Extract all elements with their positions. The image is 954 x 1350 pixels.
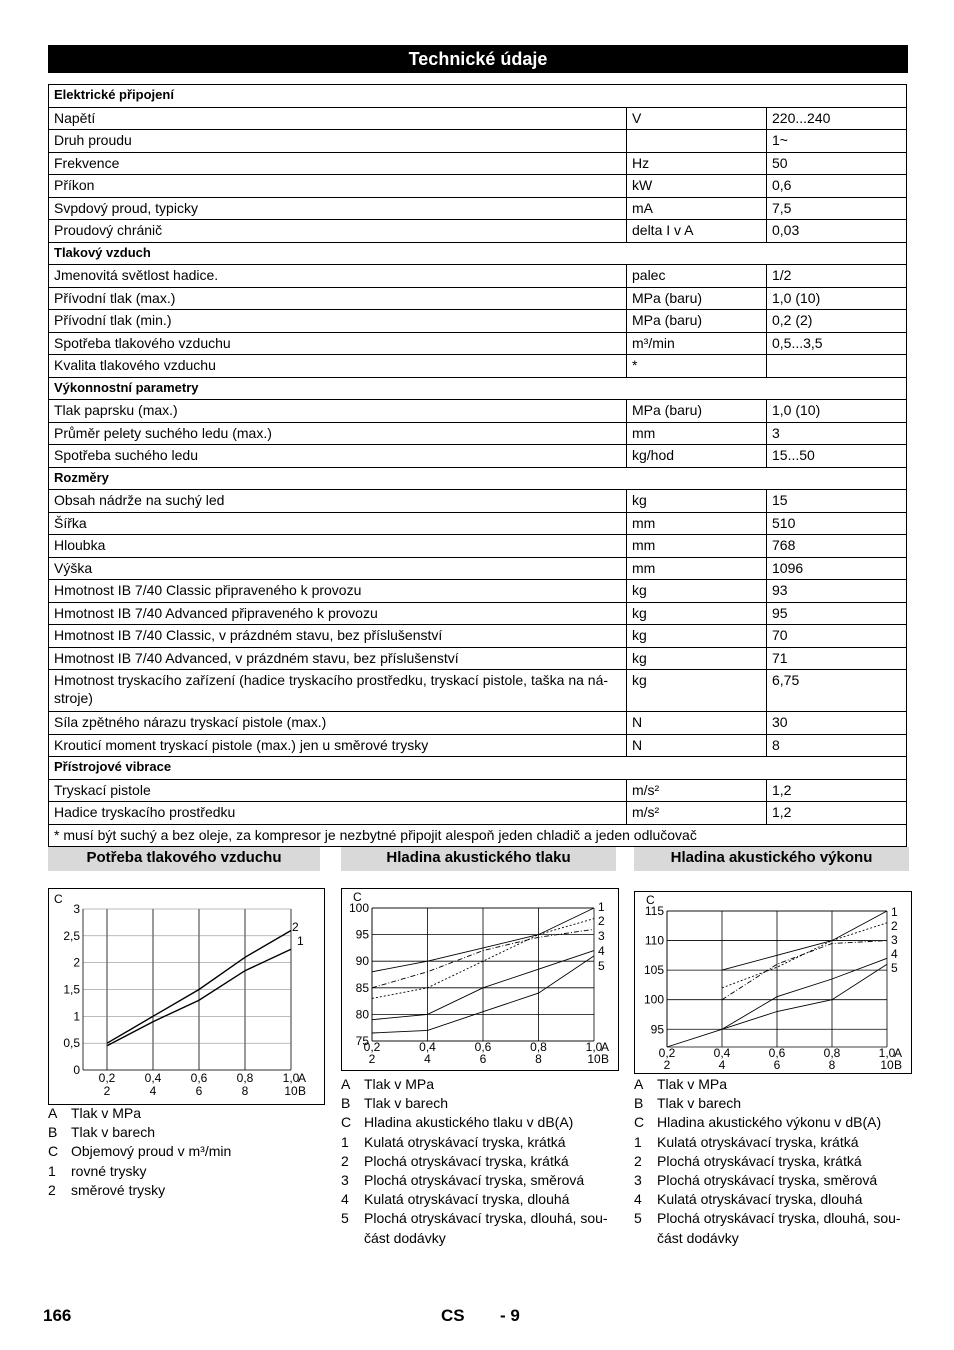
spec-value: 1,0 (10) bbox=[767, 287, 907, 310]
legend-text: Plochá otryskávací tryska, krátká bbox=[657, 1152, 862, 1169]
spec-label: Výška bbox=[49, 557, 627, 580]
spec-row bbox=[49, 712, 907, 735]
spec-value: 1,2 bbox=[767, 779, 907, 802]
legend-text: směrové trysky bbox=[71, 1181, 166, 1198]
spec-unit: kg bbox=[627, 625, 767, 648]
legend-key: A bbox=[48, 1105, 58, 1121]
spec-label: Spotřeba suchého ledu bbox=[49, 445, 627, 468]
spec-row bbox=[49, 287, 907, 310]
spec-row bbox=[49, 490, 907, 513]
legend-text: Tlak v MPa bbox=[71, 1105, 142, 1121]
x-tick-label: 0,6 bbox=[190, 1071, 208, 1085]
spec-value: 15...50 bbox=[767, 445, 907, 468]
spec-value: 6,75 bbox=[767, 670, 907, 712]
spec-value: 3 bbox=[767, 422, 907, 445]
legend-item bbox=[341, 1152, 621, 1171]
x-tick-label: 0,8 bbox=[823, 1046, 841, 1060]
spec-row bbox=[49, 197, 907, 220]
series-label: 2 bbox=[598, 914, 605, 928]
legend-text: Plochá otryskávací tryska, krátká bbox=[364, 1152, 569, 1169]
y-tick-label: 90 bbox=[355, 954, 369, 969]
x-tick-label: 0,8 bbox=[236, 1071, 254, 1085]
spec-row bbox=[49, 355, 907, 378]
x-tick-label: 6 bbox=[773, 1058, 781, 1072]
axis-letter-c: C bbox=[646, 893, 655, 907]
legend-item bbox=[48, 1162, 323, 1181]
spec-section-row bbox=[49, 377, 907, 400]
series-label: 1 bbox=[297, 934, 304, 948]
y-tick-label: 2,5 bbox=[63, 928, 80, 943]
y-tick-label: 95 bbox=[355, 927, 369, 942]
spec-value bbox=[767, 355, 907, 378]
page-title: Technické údaje bbox=[48, 45, 908, 73]
spec-unit: N bbox=[627, 734, 767, 757]
x-tick-label: 10 bbox=[587, 1052, 601, 1066]
spec-value: 0,5...3,5 bbox=[767, 332, 907, 355]
spec-value: 768 bbox=[767, 535, 907, 558]
spec-value: 1096 bbox=[767, 557, 907, 580]
spec-row bbox=[49, 130, 907, 153]
legend-key: 5 bbox=[341, 1210, 349, 1227]
spec-unit: MPa (baru) bbox=[627, 310, 767, 333]
x-tick-label: 10 bbox=[284, 1084, 298, 1098]
axis-letter-b: B bbox=[894, 1058, 903, 1072]
legend-item bbox=[48, 1123, 323, 1142]
x-tick-label: 0,4 bbox=[713, 1046, 731, 1060]
x-tick-label: 0,2 bbox=[658, 1046, 676, 1060]
legend-item bbox=[634, 1171, 914, 1190]
legend-key: 1 bbox=[634, 1133, 642, 1150]
legend-key: 1 bbox=[341, 1133, 349, 1150]
spec-label: Přívodní tlak (max.) bbox=[49, 287, 627, 310]
legend-item bbox=[634, 1094, 914, 1113]
axis-letter-c: C bbox=[353, 890, 362, 904]
spec-row bbox=[49, 220, 907, 243]
legend-item bbox=[341, 1075, 621, 1094]
legend-key: 2 bbox=[341, 1152, 349, 1169]
legend-item bbox=[634, 1113, 914, 1132]
legend-item bbox=[341, 1171, 621, 1190]
legend-item bbox=[634, 1075, 914, 1094]
spec-row bbox=[49, 175, 907, 198]
axis-letter-a: A bbox=[894, 1046, 903, 1060]
spec-row bbox=[49, 512, 907, 535]
spec-label: Jmenovitá světlost hadice. bbox=[49, 265, 627, 288]
spec-label: Hmotnost IB 7/40 Advanced, v prázdném stavu, bez příslušenství bbox=[49, 647, 627, 670]
spec-label: Síla zpětného nárazu tryskací pistole (max.) bbox=[49, 712, 627, 735]
section-heading: Výkonnostní parametry bbox=[49, 377, 907, 400]
legend-text: Plochá otryskávací tryska, dlouhá, sou-část dodávky bbox=[364, 1210, 608, 1246]
x-tick-label: 1,0 bbox=[878, 1046, 896, 1060]
page-number: 166 bbox=[43, 1306, 72, 1325]
spec-unit: delta I v A bbox=[627, 220, 767, 243]
sound-pressure-legend bbox=[341, 1075, 621, 1248]
spec-unit: kW bbox=[627, 175, 767, 198]
x-tick-label: 8 bbox=[241, 1084, 249, 1098]
spec-row bbox=[49, 400, 907, 423]
spec-value: 8 bbox=[767, 734, 907, 757]
spec-value: 95 bbox=[767, 602, 907, 625]
sound-power-chart-svg bbox=[635, 892, 911, 1073]
x-tick-label: 10 bbox=[880, 1058, 894, 1072]
x-tick-label: 0,4 bbox=[419, 1040, 436, 1054]
legend-key: B bbox=[48, 1124, 58, 1141]
spec-row bbox=[49, 107, 907, 130]
spec-unit: V bbox=[627, 107, 767, 130]
section-heading: Elektrické připojení bbox=[49, 85, 907, 108]
spec-section-row bbox=[49, 85, 907, 108]
spec-label: Kvalita tlakového vzduchu bbox=[49, 355, 627, 378]
spec-label: Napětí bbox=[49, 107, 627, 130]
spec-label: Hmotnost IB 7/40 Advanced připraveného k provozu bbox=[49, 602, 627, 625]
legend-item bbox=[48, 1181, 323, 1200]
legend-key: 4 bbox=[634, 1191, 642, 1208]
spec-value: 71 bbox=[767, 647, 907, 670]
series-label: 5 bbox=[598, 959, 605, 973]
spec-label: Spotřeba tlakového vzduchu bbox=[49, 332, 627, 355]
x-tick-label: 6 bbox=[195, 1084, 203, 1098]
y-tick-label: 1,5 bbox=[63, 982, 80, 997]
spec-value: 93 bbox=[767, 580, 907, 603]
air-consumption-chart-svg bbox=[49, 889, 324, 1104]
legend-text: Plochá otryskávací tryska, směrová bbox=[364, 1172, 585, 1189]
x-tick-label: 8 bbox=[535, 1052, 542, 1066]
air-consumption-chart bbox=[48, 888, 325, 1105]
spec-label: Hadice tryskacího prostředku bbox=[49, 802, 627, 825]
x-tick-label: 0,4 bbox=[144, 1071, 162, 1085]
spec-row bbox=[49, 734, 907, 757]
sound-pressure-chart bbox=[341, 888, 619, 1071]
spec-unit: N bbox=[627, 712, 767, 735]
legend-key: 3 bbox=[341, 1172, 349, 1189]
spec-value: 1,2 bbox=[767, 802, 907, 825]
series-label: 1 bbox=[891, 905, 898, 919]
spec-label: Hmotnost IB 7/40 Classic připraveného k provozu bbox=[49, 580, 627, 603]
spec-label: Příkon bbox=[49, 175, 627, 198]
legend-item bbox=[634, 1209, 914, 1247]
axis-letter-a: A bbox=[298, 1071, 307, 1085]
spec-unit: kg/hod bbox=[627, 445, 767, 468]
legend-key: C bbox=[48, 1143, 59, 1160]
spec-row bbox=[49, 557, 907, 580]
spec-row bbox=[49, 445, 907, 468]
spec-label: Šířka bbox=[49, 512, 627, 535]
section-page-number: - 9 bbox=[500, 1306, 520, 1325]
axis-letter-c: C bbox=[54, 892, 63, 906]
y-tick-label: 105 bbox=[643, 963, 664, 978]
x-tick-label: 2 bbox=[663, 1058, 671, 1072]
series-label: 2 bbox=[891, 919, 898, 933]
legend-text: Kulatá otryskávací tryska, dlouhá bbox=[657, 1191, 863, 1208]
spec-unit: mm bbox=[627, 535, 767, 558]
spec-section-row bbox=[49, 242, 907, 265]
sound-pressure-chart-svg bbox=[342, 889, 618, 1070]
legend-text: Kulatá otryskávací tryska, krátká bbox=[364, 1133, 566, 1150]
y-tick-label: 2 bbox=[73, 955, 80, 970]
legend-text: Tlak v barech bbox=[71, 1124, 156, 1141]
x-tick-label: 8 bbox=[828, 1058, 836, 1072]
x-tick-label: 1,0 bbox=[585, 1040, 603, 1054]
y-tick-label: 100 bbox=[348, 901, 369, 915]
y-tick-label: 115 bbox=[644, 904, 664, 918]
series-line-2 bbox=[722, 923, 887, 988]
spec-unit: kg bbox=[627, 602, 767, 625]
section-heading: Přístrojové vibrace bbox=[49, 757, 907, 780]
axis-letter-a: A bbox=[601, 1040, 610, 1054]
legend-text: Plochá otryskávací tryska, dlouhá, sou-část dodávky bbox=[657, 1210, 901, 1246]
spec-row bbox=[49, 310, 907, 333]
spec-value: 30 bbox=[767, 712, 907, 735]
sound-power-chart bbox=[634, 891, 912, 1074]
legend-item bbox=[341, 1133, 621, 1152]
legend-key: C bbox=[634, 1114, 645, 1131]
spec-footnote-row bbox=[49, 824, 907, 847]
spec-label: Proudový chránič bbox=[49, 220, 627, 243]
legend-key: 2 bbox=[634, 1152, 642, 1169]
spec-section-row bbox=[49, 467, 907, 490]
legend-text: Tlak v MPa bbox=[657, 1076, 728, 1092]
series-label: 2 bbox=[292, 920, 299, 934]
spec-row bbox=[49, 602, 907, 625]
x-tick-label: 0,2 bbox=[98, 1071, 116, 1085]
x-tick-label: 0,6 bbox=[474, 1040, 492, 1054]
legend-item bbox=[634, 1152, 914, 1171]
spec-unit: mm bbox=[627, 422, 767, 445]
legend-item bbox=[634, 1133, 914, 1152]
legend-text: Tlak v barech bbox=[364, 1095, 449, 1112]
spec-label: Hmotnost tryskacího zařízení (hadice tryskacího prostředku, tryskací pistole, taška na ná-stroje) bbox=[49, 670, 627, 712]
spec-unit: mA bbox=[627, 197, 767, 220]
y-tick-label: 100 bbox=[643, 992, 664, 1007]
spec-label: Frekvence bbox=[49, 152, 627, 175]
series-label: 4 bbox=[598, 944, 605, 958]
spec-unit: MPa (baru) bbox=[627, 287, 767, 310]
spec-row bbox=[49, 779, 907, 802]
spec-value: 0,03 bbox=[767, 220, 907, 243]
legend-text: Plochá otryskávací tryska, směrová bbox=[657, 1172, 878, 1189]
legend-item bbox=[48, 1142, 323, 1161]
legend-key: A bbox=[341, 1076, 351, 1092]
y-tick-label: 75 bbox=[355, 1034, 369, 1048]
series-label: 3 bbox=[891, 933, 898, 947]
sound-pressure-heading: Hladina akustického tlaku bbox=[341, 847, 616, 871]
spec-label: Tlak paprsku (max.) bbox=[49, 400, 627, 423]
spec-value: 1,0 (10) bbox=[767, 400, 907, 423]
spec-row bbox=[49, 625, 907, 648]
y-tick-label: 1 bbox=[73, 1009, 80, 1024]
y-tick-label: 3 bbox=[73, 902, 80, 916]
spec-label: Hmotnost IB 7/40 Classic, v prázdném stavu, bez příslušenství bbox=[49, 625, 627, 648]
spec-row bbox=[49, 535, 907, 558]
spec-row bbox=[49, 670, 907, 712]
spec-value: 220...240 bbox=[767, 107, 907, 130]
legend-text: Kulatá otryskávací tryska, krátká bbox=[657, 1133, 859, 1150]
sound-power-heading: Hladina akustického výkonu bbox=[634, 847, 909, 871]
legend-key: B bbox=[634, 1095, 644, 1112]
spec-label: Svpdový proud, typicky bbox=[49, 197, 627, 220]
legend-item bbox=[341, 1113, 621, 1132]
series-label: 3 bbox=[598, 929, 605, 943]
spec-value: 70 bbox=[767, 625, 907, 648]
spec-unit: Hz bbox=[627, 152, 767, 175]
x-tick-label: 6 bbox=[479, 1052, 487, 1066]
legend-text: Hladina akustického tlaku v dB(A) bbox=[364, 1114, 574, 1131]
x-tick-label: 0,2 bbox=[363, 1040, 381, 1054]
series-line-4 bbox=[722, 958, 887, 1029]
legend-key: A bbox=[634, 1076, 644, 1092]
spec-value: 50 bbox=[767, 152, 907, 175]
x-tick-label: 4 bbox=[424, 1052, 431, 1066]
x-tick-label: 0,6 bbox=[768, 1046, 786, 1060]
x-tick-label: 2 bbox=[103, 1084, 111, 1098]
y-tick-label: 0 bbox=[73, 1063, 80, 1077]
legend-text: Kulatá otryskávací tryska, dlouhá bbox=[364, 1191, 570, 1208]
spec-row bbox=[49, 422, 907, 445]
legend-key: B bbox=[341, 1095, 351, 1112]
legend-item bbox=[634, 1190, 914, 1209]
legend-text: Tlak v barech bbox=[657, 1095, 742, 1112]
legend-text: Tlak v MPa bbox=[364, 1076, 435, 1092]
section-heading: Rozměry bbox=[49, 467, 907, 490]
spec-row bbox=[49, 332, 907, 355]
series-label: 4 bbox=[891, 947, 898, 961]
section-heading: Tlakový vzduch bbox=[49, 242, 907, 265]
y-tick-label: 80 bbox=[355, 1007, 369, 1022]
x-tick-label: 4 bbox=[718, 1058, 726, 1072]
x-tick-label: 0,8 bbox=[530, 1040, 547, 1054]
language-code: CS bbox=[441, 1306, 465, 1325]
series-label: 1 bbox=[598, 900, 605, 914]
legend-key: 3 bbox=[634, 1172, 642, 1189]
x-tick-label: 4 bbox=[149, 1084, 157, 1098]
axis-letter-b: B bbox=[298, 1084, 307, 1098]
spec-label: Druh proudu bbox=[49, 130, 627, 153]
sound-power-legend bbox=[634, 1075, 914, 1248]
spec-unit: kg bbox=[627, 647, 767, 670]
legend-key: 4 bbox=[341, 1191, 349, 1208]
spec-unit: m/s² bbox=[627, 779, 767, 802]
legend-key: 1 bbox=[48, 1162, 56, 1179]
spec-label: Hloubka bbox=[49, 535, 627, 558]
legend-key: C bbox=[341, 1114, 352, 1131]
legend-item bbox=[48, 1104, 323, 1123]
spec-row bbox=[49, 265, 907, 288]
spec-value: 7,5 bbox=[767, 197, 907, 220]
legend-text: Objemový proud v m³/min bbox=[71, 1143, 232, 1160]
spec-unit: m³/min bbox=[627, 332, 767, 355]
spec-unit: m/s² bbox=[627, 802, 767, 825]
spec-value: 1/2 bbox=[767, 265, 907, 288]
y-tick-label: 0,5 bbox=[63, 1036, 80, 1051]
spec-row bbox=[49, 802, 907, 825]
spec-unit: mm bbox=[627, 557, 767, 580]
y-tick-label: 110 bbox=[644, 933, 664, 948]
spec-unit: mm bbox=[627, 512, 767, 535]
legend-key: 2 bbox=[48, 1181, 56, 1198]
spec-unit bbox=[627, 130, 767, 153]
spec-row bbox=[49, 580, 907, 603]
spec-row bbox=[49, 152, 907, 175]
legend-item bbox=[341, 1209, 621, 1247]
spec-unit: palec bbox=[627, 265, 767, 288]
x-tick-label: 2 bbox=[368, 1052, 376, 1066]
spec-row bbox=[49, 647, 907, 670]
series-label: 5 bbox=[891, 961, 898, 975]
legend-text: rovné trysky bbox=[71, 1162, 147, 1179]
legend-item bbox=[341, 1190, 621, 1209]
axis-letter-b: B bbox=[601, 1052, 610, 1066]
spec-label: Tryskací pistole bbox=[49, 779, 627, 802]
footnote: * musí být suchý a bez oleje, za kompresor je nezbytné připojit alespoň jeden chladič a jeden odlučovač bbox=[49, 824, 907, 847]
air-consumption-heading: Potřeba tlakového vzduchu bbox=[48, 847, 320, 871]
spec-label: Průměr pelety suchého ledu (max.) bbox=[49, 422, 627, 445]
spec-unit: kg bbox=[627, 580, 767, 603]
spec-table bbox=[48, 84, 907, 847]
spec-unit: * bbox=[627, 355, 767, 378]
x-tick-label: 1,0 bbox=[282, 1071, 300, 1085]
spec-unit: kg bbox=[627, 490, 767, 513]
legend-key: 5 bbox=[634, 1210, 642, 1227]
spec-value: 510 bbox=[767, 512, 907, 535]
spec-value: 0,2 (2) bbox=[767, 310, 907, 333]
spec-value: 15 bbox=[767, 490, 907, 513]
spec-label: Přívodní tlak (min.) bbox=[49, 310, 627, 333]
spec-label: Obsah nádrže na suchý led bbox=[49, 490, 627, 513]
spec-value: 1~ bbox=[767, 130, 907, 153]
y-tick-label: 85 bbox=[355, 980, 369, 995]
spec-unit: MPa (baru) bbox=[627, 400, 767, 423]
spec-label: Krouticí moment tryskací pistole (max.) jen u směrové trysky bbox=[49, 734, 627, 757]
legend-text: Hladina akustického výkonu v dB(A) bbox=[657, 1114, 882, 1131]
spec-value: 0,6 bbox=[767, 175, 907, 198]
y-tick-label: 95 bbox=[650, 1022, 664, 1037]
legend-item bbox=[341, 1094, 621, 1113]
air-consumption-legend bbox=[48, 1104, 323, 1200]
spec-section-row bbox=[49, 757, 907, 780]
spec-unit: kg bbox=[627, 670, 767, 712]
